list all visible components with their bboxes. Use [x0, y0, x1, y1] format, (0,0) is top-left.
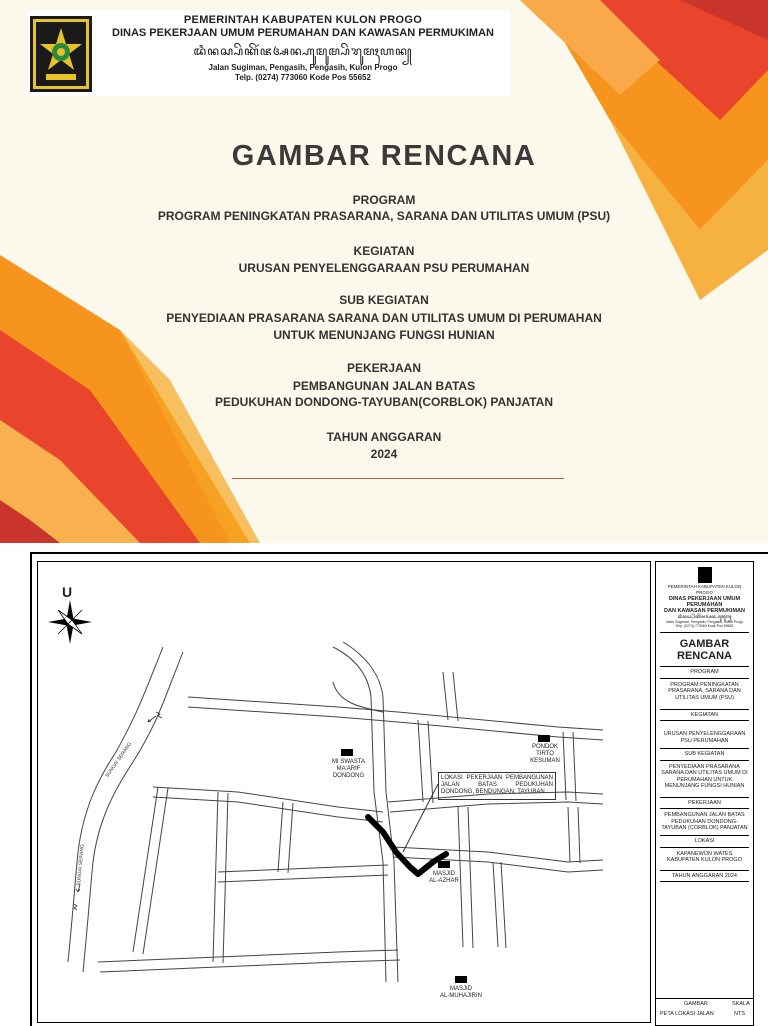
tb-skala-label: SKALA	[732, 1001, 750, 1007]
tb-pekerjaan-value: PEMBANGUNAN JALAN BATAS PEDUKUHAN DONDONG-TAYUBAN (CORBLOK) PANJATAN	[660, 809, 749, 836]
mi-swasta-line2: MA'ARIF	[336, 766, 361, 772]
title-block-content	[660, 565, 749, 882]
letterhead	[28, 10, 510, 96]
mi-swasta-label	[321, 759, 376, 780]
masjid-azhar-line2: AL-AZHAR	[429, 878, 459, 884]
river-label-2: SUNGAI SERANG	[76, 843, 86, 887]
masjid-muhajirin-line1: MASJID	[449, 986, 472, 992]
emblem-icon	[698, 567, 712, 583]
tb-gambar-value: PETA LOKASI JALAN	[660, 1011, 714, 1017]
pekerjaan-value-line2: PEDUKUHAN DONDONG-TAYUBAN(CORBLOK) PANJATAN	[215, 395, 553, 409]
subkegiatan-label: SUB KEGIATAN	[339, 293, 429, 307]
pondok-line1: PONDOK	[531, 744, 558, 750]
tb-kegiatan-value: URUSAN PENYELENGGARAAN PSU PERUMAHAN	[660, 721, 749, 749]
school-marker-icon	[341, 749, 353, 756]
tb-org-line1: PEMERINTAH KABUPATEN KULON PROGO	[667, 584, 742, 595]
tb-org-phone: Telp. (0274) 773060 Kode Pos 55652	[675, 624, 734, 628]
tb-subkegiatan-value: PENYEDIAAN PRASARANA SARANA DAN UTILITAS UMUM DI PERUMAHAN UNTUK MENUNJANG FUNGSI HUNIAN	[660, 761, 749, 798]
letterhead-text	[98, 14, 508, 83]
masjid-azhar-line1: MASJID	[432, 871, 455, 877]
letterhead-line1: PEMERINTAH KABUPATEN KULON PROGO	[183, 14, 423, 26]
river-label-1: SUNGAI SERANG	[104, 741, 134, 779]
letterhead-line2: DINAS PEKERJAAN UMUM PERUMAHAN DAN KAWASAN PERMUKIMAN	[112, 27, 494, 39]
kegiatan-label: KEGIATAN	[353, 244, 415, 258]
pondok-line3: KESUMAN	[530, 758, 560, 764]
title-block	[655, 561, 754, 1026]
subkegiatan-value-line1: PENYEDIAAN PRASARANA SARANA DAN UTILITAS UMUM DI PERUMAHAN	[166, 311, 602, 325]
tb-lokasi-label: LOKASI	[660, 836, 749, 848]
work-location-callout: LOKASI PEKERJAAN PEMBANGUNAN JALAN BATAS PEDUKUHAN DONDONG, BENDUNGAN, TAYUBAN	[438, 772, 556, 800]
tb-gambar-label: GAMBAR	[684, 1001, 708, 1007]
tb-kegiatan-label: KEGIATAN	[660, 710, 749, 722]
letterhead-phone: Telp. (0274) 773060 Kode Pos 55652	[235, 73, 371, 82]
program-label: PROGRAM	[352, 193, 416, 207]
mosque-marker-icon-2	[455, 976, 467, 983]
pekerjaan-value-line1: PEMBANGUNAN JALAN BATAS	[292, 379, 476, 393]
tb-program-value: PROGRAM PENINGKATAN PRASARANA, SARANA DAN UTILITAS UMUM (PSU)	[660, 679, 749, 710]
tahun-anggaran-label: TAHUN ANGGARAN	[326, 430, 442, 444]
program-value: PROGRAM PENINGKATAN PRASARANA, SARANA DAN UTILITAS UMUM (PSU)	[157, 209, 611, 223]
masjid-azhar-label	[422, 871, 466, 885]
mi-swasta-line3: DONDONG	[332, 773, 365, 779]
pekerjaan-label: PEKERJAAN	[346, 361, 421, 375]
kulon-progo-emblem-icon	[30, 16, 92, 92]
pondok-line2: TIRTO	[536, 751, 554, 757]
tb-title: GAMBAR RENCANA	[660, 632, 749, 667]
tb-pekerjaan-label: PEKERJAAN	[660, 798, 749, 810]
tb-org-line2: DINAS PEKERJAAN UMUM PERUMAHAN	[668, 596, 741, 608]
masjid-muhajirin-label	[433, 986, 489, 1000]
mi-swasta-line1: MI SWASTA	[332, 759, 365, 765]
pondok-label	[520, 744, 570, 765]
tahun-anggaran-value: 2024	[370, 447, 398, 461]
letterhead-javanese-script: ꦢꦶꦤꦱ꧀ꦥꦼꦏꦼꦂꦗꦄꦤ꧀ꦲꦸꦩꦸꦩ꧀ꦥꦼꦫꦸꦩꦃꦲꦤ꧀	[193, 44, 413, 58]
north-arrow-icon	[48, 600, 92, 644]
subkegiatan-value-line2: UNTUK MENUNJANG FUNGSI HUNIAN	[273, 328, 495, 342]
site-plan-page	[30, 552, 768, 1026]
tb-footer	[656, 998, 753, 1025]
masjid-muhajirin-line2: AL-MUHAJIRIN	[439, 993, 482, 999]
pondok-marker-icon	[538, 735, 550, 742]
letterhead-address: Jalan Sugiman, Pengasih, Pengasih, Kulon Progo	[208, 63, 398, 72]
cover-title: GAMBAR RENCANA	[231, 140, 537, 172]
kegiatan-value: URUSAN PENYELENGGARAAN PSU PERUMAHAN	[238, 261, 530, 275]
tb-tahun: TAHUN ANGGARAN 2024	[660, 871, 749, 883]
mosque-marker-icon	[438, 861, 450, 868]
tb-org-script: ꦢꦶꦤꦱ꧀ꦥꦼꦏꦼꦂꦗꦄꦤ꧀ꦲꦸꦩꦸꦩ꧀	[677, 614, 732, 619]
north-label: U	[62, 584, 73, 600]
tb-skala-value: NTS	[734, 1011, 745, 1017]
tb-org-address: Jalan Sugiman, Pengasih, Pengasih, Kulon Progo	[665, 620, 744, 624]
tb-subkegiatan-label: SUB KEGIATAN	[660, 749, 749, 761]
location-map	[37, 561, 651, 1023]
cover-divider	[232, 478, 564, 479]
tb-org-line3: DAN KAWASAN PERMUKIMAN	[664, 608, 745, 614]
tb-program-label: PROGRAM	[660, 667, 749, 679]
road-network	[38, 562, 650, 1022]
tb-lokasi-value: KAPANEWON WATES KABUPATEN KULON PROGO	[660, 848, 749, 871]
